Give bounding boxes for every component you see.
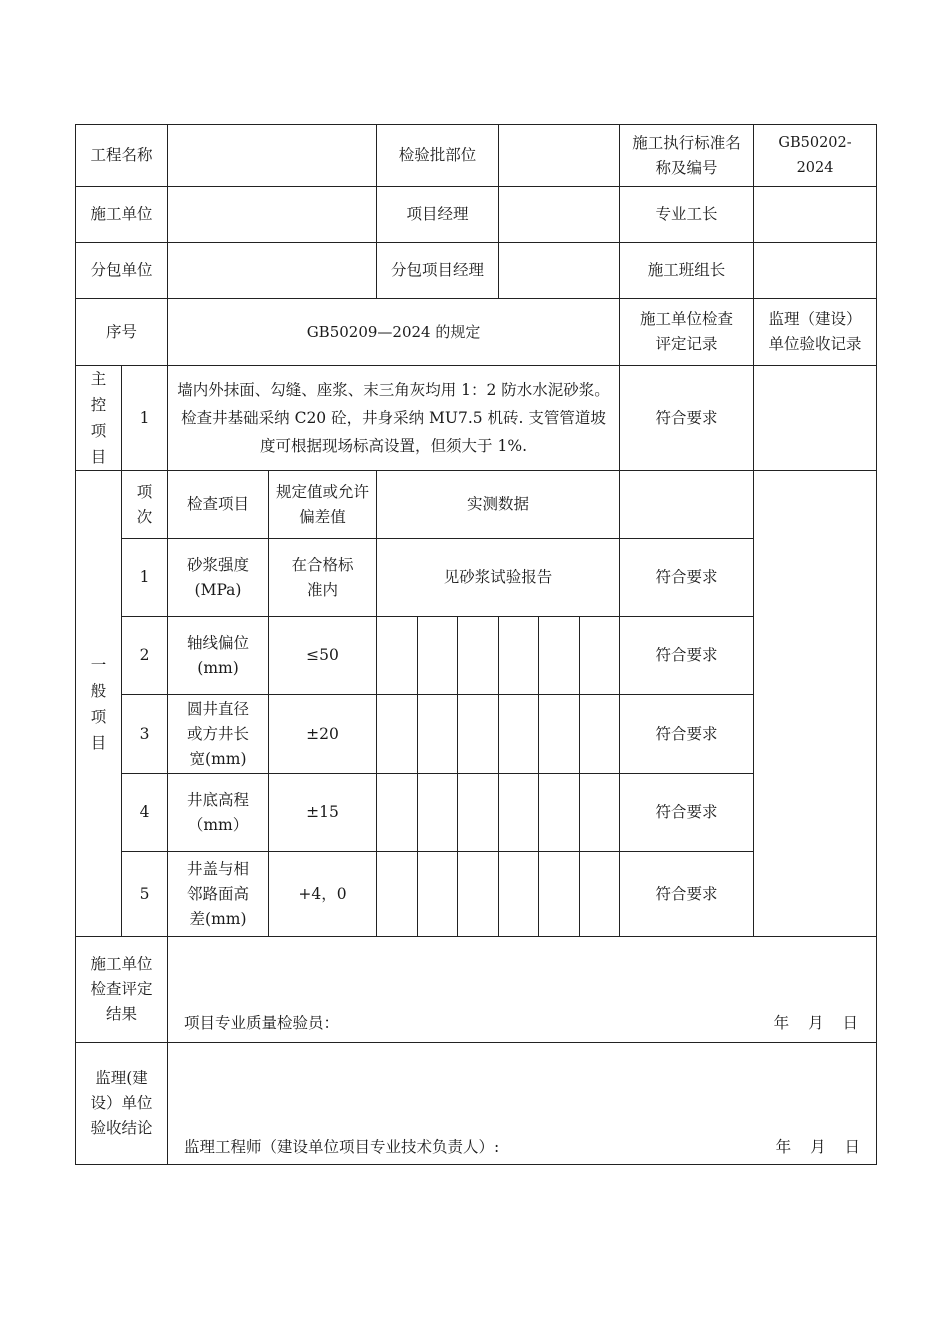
main-control-text: 墙内外抹面、勾缝、座浆、末三角灰均用 1：2 防水水泥砂浆。检查井基础采纳 C20 砼，井身采纳 MU7.5 机砖. 支管管道坡度可根据现场标高设置，但须大于 1%. xyxy=(168,366,620,471)
general-row-allowance: ±15 xyxy=(269,774,377,852)
general-row-result: 符合要求 xyxy=(620,617,754,695)
general-row-allowance: ±20 xyxy=(269,695,377,774)
general-measured-header: 实测数据 xyxy=(377,471,620,539)
general-row-item: 圆井直径或方井长宽(mm) xyxy=(168,695,269,774)
foreman-label: 专业工长 xyxy=(620,187,754,243)
general-row-item: 井底高程（mm） xyxy=(168,774,269,852)
spec-header: GB50209—2024 的规定 xyxy=(168,299,620,366)
general-allowance-header: 规定值或允许偏差值 xyxy=(269,471,377,539)
contractor-label: 施工单位 xyxy=(76,187,168,243)
general-result-header-blank xyxy=(620,471,754,539)
general-row-no: 3 xyxy=(122,695,168,774)
general-row-allowance: +4，0 xyxy=(269,852,377,937)
measure-cell[interactable] xyxy=(377,852,418,937)
supervisor-result-date: 年 月 日 xyxy=(775,1138,861,1156)
project-manager-label: 项目经理 xyxy=(377,187,499,243)
row-contractor xyxy=(76,187,877,243)
inspection-part-label: 检验批部位 xyxy=(377,125,499,187)
main-control-acceptance[interactable] xyxy=(754,366,877,471)
general-row-allowance: ≤50 xyxy=(269,617,377,695)
measure-cell[interactable] xyxy=(377,617,418,695)
measure-cell[interactable] xyxy=(458,852,499,937)
general-row-no: 5 xyxy=(122,852,168,937)
general-row-item: 井盖与相邻路面高差(mm) xyxy=(168,852,269,937)
sub-manager-label: 分包项目经理 xyxy=(377,243,499,299)
subcontractor-value[interactable] xyxy=(168,243,377,299)
project-name-label: 工程名称 xyxy=(76,125,168,187)
measure-cell[interactable] xyxy=(458,695,499,774)
inspection-table xyxy=(75,124,877,1165)
general-acceptance[interactable] xyxy=(754,471,877,937)
general-row-result: 符合要求 xyxy=(620,774,754,852)
inspector-signature-line: 项目专业质量检验员： xyxy=(184,1014,340,1032)
contractor-result-body[interactable] xyxy=(168,937,877,1043)
general-row-item: 轴线偏位(mm) xyxy=(168,617,269,695)
standard-value: GB50202-2024 xyxy=(754,125,877,187)
team-leader-value[interactable] xyxy=(754,243,877,299)
general-row-no: 2 xyxy=(122,617,168,695)
measure-cell[interactable] xyxy=(418,617,458,695)
general-label: 一般项目 xyxy=(76,471,122,937)
general-row-result: 符合要求 xyxy=(620,695,754,774)
measure-cell[interactable] xyxy=(580,617,620,695)
row-main-control xyxy=(76,366,877,471)
row-general-headers xyxy=(76,471,877,539)
general-row-result: 符合要求 xyxy=(620,539,754,617)
general-row-result: 符合要求 xyxy=(620,852,754,937)
general-row-measured: 见砂浆试验报告 xyxy=(377,539,620,617)
general-row-item: 砂浆强度(MPa) xyxy=(168,539,269,617)
contractor-result-label: 施工单位检查评定结果 xyxy=(76,937,168,1043)
subcontractor-label: 分包单位 xyxy=(76,243,168,299)
measure-cell[interactable] xyxy=(580,774,620,852)
row-column-headers xyxy=(76,299,877,366)
general-row-no: 4 xyxy=(122,774,168,852)
sub-manager-value[interactable] xyxy=(499,243,620,299)
row-supervisor-result xyxy=(76,1043,877,1165)
measure-cell[interactable] xyxy=(539,852,580,937)
main-control-result: 符合要求 xyxy=(620,366,754,471)
supervisor-result-body[interactable] xyxy=(168,1043,877,1165)
general-no-header: 项次 xyxy=(122,471,168,539)
project-name-value[interactable] xyxy=(168,125,377,187)
measure-cell[interactable] xyxy=(580,695,620,774)
supervisor-result-label: 监理(建设）单位验收结论 xyxy=(76,1043,168,1165)
measure-cell[interactable] xyxy=(418,695,458,774)
measure-cell[interactable] xyxy=(458,617,499,695)
row-subcontractor xyxy=(76,243,877,299)
measure-cell[interactable] xyxy=(539,695,580,774)
standard-label: 施工执行标准名称及编号 xyxy=(620,125,754,187)
general-row-no: 1 xyxy=(122,539,168,617)
row-project xyxy=(76,125,877,187)
supervisor-signature-block xyxy=(184,1135,860,1160)
measure-cell[interactable] xyxy=(458,774,499,852)
inspection-form xyxy=(75,124,876,1161)
measure-cell[interactable] xyxy=(499,774,539,852)
measure-cell[interactable] xyxy=(539,617,580,695)
main-control-no: 1 xyxy=(122,366,168,471)
measure-cell[interactable] xyxy=(499,852,539,937)
contractor-value[interactable] xyxy=(168,187,377,243)
engineer-signature-line: 监理工程师（建设单位项目专业技术负责人）: xyxy=(184,1138,500,1156)
measure-cell[interactable] xyxy=(499,617,539,695)
measure-cell[interactable] xyxy=(418,852,458,937)
measure-cell[interactable] xyxy=(580,852,620,937)
general-row-allowance: 在合格标准内 xyxy=(269,539,377,617)
contractor-record-header: 施工单位检查评定记录 xyxy=(620,299,754,366)
general-item-header: 检查项目 xyxy=(168,471,269,539)
seq-header: 序号 xyxy=(76,299,168,366)
team-leader-label: 施工班组长 xyxy=(620,243,754,299)
row-contractor-result xyxy=(76,937,877,1043)
inspection-part-value[interactable] xyxy=(499,125,620,187)
main-control-label: 主控项目 xyxy=(76,366,122,471)
measure-cell[interactable] xyxy=(499,695,539,774)
contractor-result-date: 年 月 日 xyxy=(773,1014,859,1032)
measure-cell[interactable] xyxy=(539,774,580,852)
measure-cell[interactable] xyxy=(377,695,418,774)
project-manager-value[interactable] xyxy=(499,187,620,243)
measure-cell[interactable] xyxy=(377,774,418,852)
supervisor-record-header: 监理（建设）单位验收记录 xyxy=(754,299,877,366)
foreman-value[interactable] xyxy=(754,187,877,243)
measure-cell[interactable] xyxy=(418,774,458,852)
